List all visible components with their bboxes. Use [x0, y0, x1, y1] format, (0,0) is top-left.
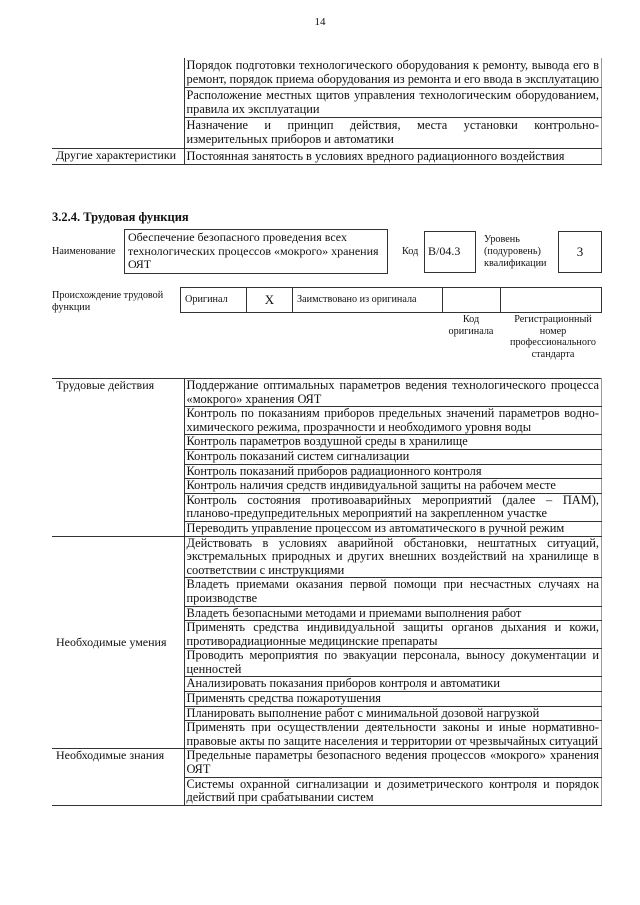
code-value: B/04.3: [428, 244, 461, 258]
section-title: 3.2.4. Трудовая функция: [52, 210, 189, 224]
code-label: Код: [402, 246, 419, 257]
labor-action: Контроль по показаниям приборов предельных значений параметров водно-химического режима, прозрачности и необходимого уровня воды: [184, 407, 602, 435]
skill-item: Применять средства пожаротушения: [184, 692, 602, 707]
labor-actions-label: Трудовые действия: [52, 379, 184, 537]
knowledge-item: Назначение и принцип действия, места установки контрольно-измерительных приборов и автоматики: [184, 118, 602, 148]
registration-number-caption: Регистрационный номер профессионального стандарта: [510, 314, 596, 360]
origin-label: Происхождение трудовой функции: [52, 290, 164, 313]
labor-action: Контроль наличия средств индивидуальной защиты на рабочем месте: [184, 479, 602, 494]
knowledge-item: Расположение местных щитов управления технологическим оборудованием, правила их эксплуатации: [184, 88, 602, 118]
labor-action: Контроль показаний приборов радиационного контроля: [184, 464, 602, 479]
borrowed-label: Заимствовано из оригинала: [297, 294, 417, 305]
other-characteristics-value: Постоянная занятость в условиях вредного радиационного воздействия: [184, 148, 602, 165]
skill-item: Владеть безопасными методами и приемами выполнения работ: [184, 606, 602, 621]
skills-label: Необходимые умения: [52, 536, 184, 749]
labor-action: Контроль параметров воздушной среды в хранилище: [184, 435, 602, 450]
labor-function-table: [52, 378, 602, 806]
name-label: Наименование: [52, 246, 116, 257]
skill-item: Анализировать показания приборов контроля и автоматики: [184, 677, 602, 692]
level-box: [558, 231, 602, 273]
page-number: 14: [314, 16, 326, 28]
labor-action: Контроль показаний систем сигнализации: [184, 449, 602, 464]
code-original-caption: Код оригинала: [448, 314, 494, 337]
knowledge-label: Необходимые знания: [52, 749, 184, 805]
original-mark: X: [264, 292, 275, 307]
labor-action: Переводить управление процессом из автоматического в ручной режим: [184, 521, 602, 536]
knowledge-item: Системы охранной сигнализации и дозиметрического контроля и порядок действий при срабатывании систем: [184, 777, 602, 805]
skill-item: Владеть приемами оказания первой помощи при несчастных случаях на производстве: [184, 578, 602, 606]
code-box: [424, 231, 476, 273]
skill-item: Проводить мероприятия по эвакуации персонала, выносу документации и ценностей: [184, 649, 602, 677]
original-label: Оригинал: [185, 294, 228, 305]
knowledge-continuation-table: [52, 58, 602, 165]
level-value: 3: [576, 244, 584, 259]
skill-item: Действовать в условиях аварийной обстановки, нештатных ситуаций, экстремальных природных и других внешних воздействий на хранилище в соответствии с инструкциями: [184, 536, 602, 578]
knowledge-item: Порядок подготовки технологического оборудования к ремонту, вывода его в ремонт, порядок приема оборудования из ремонта и его ввода в эксплуатацию: [184, 58, 602, 88]
other-characteristics-label: Другие характеристики: [52, 148, 184, 165]
labor-action: Поддержание оптимальных параметров ведения технологического процесса «мокрого» хранения ОЯТ: [184, 379, 602, 407]
skill-item: Применять средства индивидуальной защиты органов дыхания и кожи, противорадиационные медицинские препараты: [184, 621, 602, 649]
function-name-box: [124, 229, 388, 274]
origin-box: [180, 287, 602, 313]
skill-item: Применять при осуществлении деятельности законы и иные нормативно-правовые акты по защите населения и территории от чрезвычайных ситуаций: [184, 721, 602, 749]
labor-action: Контроль состояния противоаварийных мероприятий (далее – ПАМ), планово-предупредительных мероприятий на закрепленном участке: [184, 493, 602, 521]
knowledge-item: Предельные параметры безопасного ведения процессов «мокрого» хранения ОЯТ: [184, 749, 602, 777]
skill-item: Планировать выполнение работ с минимальной дозовой нагрузкой: [184, 706, 602, 721]
level-label: Уровень (подуровень) квалификации: [484, 234, 547, 269]
function-name: Обеспечение безопасного проведения всех технологических процессов «мокрого» хранения ОЯТ: [128, 230, 379, 271]
